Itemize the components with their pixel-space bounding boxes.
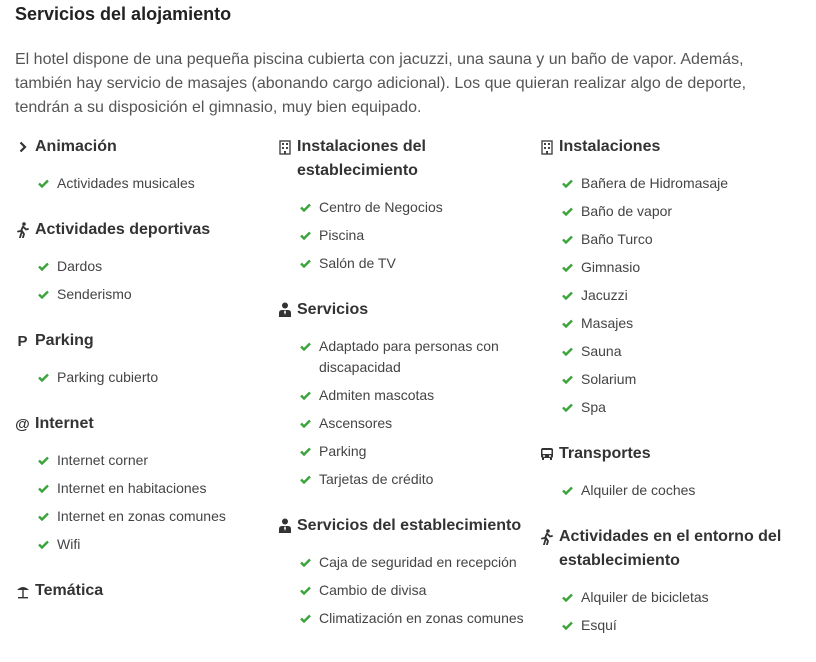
- amenity-list: [539, 587, 805, 636]
- amenity-list: [277, 197, 532, 274]
- check-icon: [300, 608, 312, 629]
- amenity-list: [539, 173, 805, 418]
- section-header: [15, 579, 265, 603]
- section-servicios: [277, 298, 532, 490]
- check-icon: [562, 201, 574, 222]
- check-icon: [562, 285, 574, 306]
- amenity-item: [15, 450, 265, 471]
- hiking-person-icon: [15, 218, 30, 242]
- amenity-item: [15, 367, 265, 388]
- section-header: [15, 412, 265, 436]
- check-icon: [562, 341, 574, 362]
- amenity-item: [277, 197, 532, 218]
- section-header: [539, 525, 805, 573]
- check-icon: [300, 469, 312, 490]
- bus-icon: [539, 442, 554, 466]
- section-title: Instalaciones: [559, 138, 661, 155]
- amenity-item: [539, 285, 805, 306]
- check-icon: [562, 173, 574, 194]
- check-icon: [562, 480, 574, 501]
- check-icon: [300, 253, 312, 274]
- section-header: [277, 298, 532, 322]
- amenity-label: Tarjetas de crédito: [319, 471, 434, 487]
- amenity-label: Adaptado para personas con discapacidad: [319, 338, 499, 375]
- amenity-list: [15, 367, 265, 388]
- amenity-list: [15, 256, 265, 305]
- concierge-person-icon: [277, 298, 292, 322]
- section-title: Temática: [35, 582, 104, 599]
- at-sign-icon: @: [15, 415, 30, 433]
- check-icon: [38, 284, 50, 305]
- section-header: [15, 135, 265, 159]
- check-icon: [38, 173, 50, 194]
- section-tematica: [15, 579, 265, 603]
- section-internet: [15, 412, 265, 555]
- section-title: Servicios: [297, 301, 369, 318]
- section-header: [15, 329, 265, 353]
- section-servicios-del-establecimiento: [277, 514, 532, 629]
- section-title: Servicios del establecimiento: [297, 517, 522, 534]
- amenity-label: Internet corner: [57, 452, 149, 468]
- check-icon: [38, 478, 50, 499]
- amenity-label: Solarium: [581, 371, 637, 387]
- section-actividades-en-el-entorno-del-establecimiento: [539, 525, 805, 636]
- section-title: Actividades en el entorno del establecimiento: [559, 528, 782, 569]
- section-title: Actividades deportivas: [35, 221, 211, 238]
- amenity-label: Internet en zonas comunes: [57, 508, 226, 524]
- amenity-list: [15, 173, 265, 194]
- check-icon: [300, 385, 312, 406]
- amenity-item: [539, 201, 805, 222]
- amenity-label: Centro de Negocios: [319, 199, 443, 215]
- check-icon: [300, 336, 312, 357]
- chevron-right-icon: [15, 135, 30, 159]
- amenity-label: Actividades musicales: [57, 175, 195, 191]
- amenity-label: Sauna: [581, 343, 622, 359]
- section-title: Transportes: [559, 445, 651, 462]
- amenity-list: [277, 552, 532, 629]
- amenity-label: Alquiler de bicicletas: [581, 589, 709, 605]
- check-icon: [38, 506, 50, 527]
- amenity-label: Salón de TV: [319, 255, 396, 271]
- amenity-item: [15, 173, 265, 194]
- section-header: [277, 514, 532, 538]
- amenity-label: Piscina: [319, 227, 365, 243]
- amenities-column-2: [277, 135, 532, 653]
- amenity-label: Baño Turco: [581, 231, 653, 247]
- section-actividades-deportivas: [15, 218, 265, 305]
- beach-umbrella-icon: [15, 579, 30, 603]
- amenity-label: Alquiler de coches: [581, 482, 696, 498]
- check-icon: [38, 367, 50, 388]
- check-icon: [300, 552, 312, 573]
- section-parking: [15, 329, 265, 388]
- amenity-label: Internet en habitaciones: [57, 480, 207, 496]
- amenity-item: [277, 441, 532, 462]
- section-header: [539, 135, 805, 159]
- amenity-label: Climatización en zonas comunes: [319, 610, 524, 626]
- amenity-item: [15, 256, 265, 277]
- amenity-label: Parking: [319, 443, 367, 459]
- section-header: [539, 442, 805, 466]
- amenity-item: [277, 413, 532, 434]
- check-icon: [38, 534, 50, 555]
- section-title: Internet: [35, 415, 94, 432]
- check-icon: [300, 441, 312, 462]
- section-title: Instalaciones del establecimiento: [297, 138, 426, 179]
- page-title: Servicios del alojamiento: [15, 4, 232, 24]
- amenities-column-1: [15, 135, 265, 627]
- section-title: Animación: [35, 138, 117, 155]
- amenity-item: [539, 615, 805, 636]
- section-instalaciones: [539, 135, 805, 418]
- building-icon: [277, 135, 292, 159]
- amenity-label: Ascensores: [319, 415, 393, 431]
- check-icon: [562, 257, 574, 278]
- section-title: Parking: [35, 332, 94, 349]
- section-animacion: [15, 135, 265, 194]
- amenity-list: [15, 450, 265, 555]
- check-icon: [562, 313, 574, 334]
- amenity-item: [539, 587, 805, 608]
- amenity-list: [539, 480, 805, 501]
- amenity-item: [539, 173, 805, 194]
- amenity-label: Baño de vapor: [581, 203, 673, 219]
- amenity-list: [277, 336, 532, 490]
- amenity-item: [539, 369, 805, 390]
- amenity-label: Jacuzzi: [581, 287, 628, 303]
- check-icon: [300, 413, 312, 434]
- amenity-label: Bañera de Hidromasaje: [581, 175, 729, 191]
- amenity-label: Wifi: [57, 536, 81, 552]
- amenity-item: [277, 253, 532, 274]
- amenities-column-3: [539, 135, 805, 660]
- amenity-item: [277, 580, 532, 601]
- amenity-label: Cambio de divisa: [319, 582, 427, 598]
- amenity-item: [15, 478, 265, 499]
- amenity-item: [15, 534, 265, 555]
- section-transportes: [539, 442, 805, 501]
- check-icon: [562, 229, 574, 250]
- amenity-item: [539, 229, 805, 250]
- amenity-item: [277, 469, 532, 490]
- hotel-description: El hotel dispone de una pequeña piscina cubierta con jacuzzi, una sauna y un baño de vapor. Además, también hay servicio de masajes (abonando cargo adicional). Los que quieran realizar algo de deporte, tendrán a su disposición el gimnasio, muy bien equipado.: [15, 51, 747, 116]
- check-icon: [38, 256, 50, 277]
- check-icon: [300, 580, 312, 601]
- amenity-item: [539, 397, 805, 418]
- amenity-item: [539, 257, 805, 278]
- check-icon: [300, 197, 312, 218]
- amenity-item: [277, 336, 532, 378]
- amenity-item: [539, 480, 805, 501]
- hiking-person-icon: [539, 525, 554, 549]
- check-icon: [562, 369, 574, 390]
- section-header: [277, 135, 532, 183]
- building-icon: [539, 135, 554, 159]
- amenity-label: Caja de seguridad en recepción: [319, 554, 517, 570]
- amenity-label: Masajes: [581, 315, 634, 331]
- concierge-person-icon: [277, 514, 292, 538]
- amenity-item: [539, 341, 805, 362]
- amenity-label: Dardos: [57, 258, 103, 274]
- amenity-item: [277, 608, 532, 629]
- amenity-item: [539, 313, 805, 334]
- check-icon: [38, 450, 50, 471]
- amenity-label: Admiten mascotas: [319, 387, 435, 403]
- check-icon: [562, 397, 574, 418]
- amenity-item: [277, 552, 532, 573]
- amenity-label: Senderismo: [57, 286, 132, 302]
- amenity-label: Spa: [581, 399, 606, 415]
- amenity-item: [15, 284, 265, 305]
- check-icon: [562, 587, 574, 608]
- check-icon: [300, 225, 312, 246]
- parking-icon: P: [17, 332, 28, 350]
- check-icon: [562, 615, 574, 636]
- amenity-label: Esquí: [581, 617, 617, 633]
- amenity-item: [277, 385, 532, 406]
- section-header: [15, 218, 265, 242]
- amenity-label: Gimnasio: [581, 259, 641, 275]
- amenity-label: Parking cubierto: [57, 369, 159, 385]
- amenity-item: [15, 506, 265, 527]
- amenity-item: [277, 225, 532, 246]
- section-instalaciones-del-establecimiento: [277, 135, 532, 274]
